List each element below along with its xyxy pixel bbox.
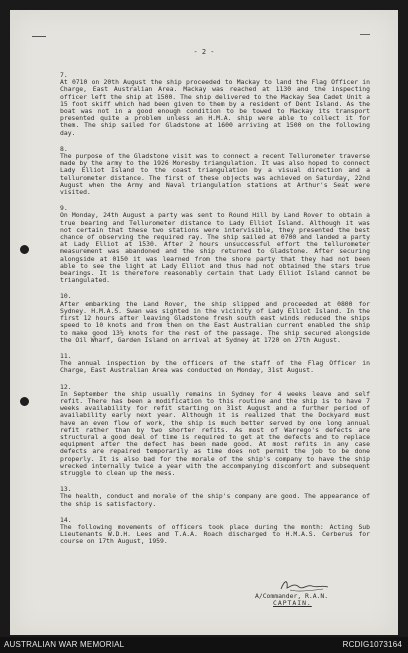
paragraph-number: 14. bbox=[60, 515, 72, 524]
paragraph-number: 7. bbox=[60, 71, 68, 79]
footer-record-id: RCDIG1073164 bbox=[342, 640, 402, 649]
paragraph-text: On Monday, 24th August a party was sent to Round Hill by Land Rover to obtain a true bearing and Tellurometer distance to Lady Elliot Island. Although it was not certain that these two stations were intervisible, they presented the best chance of observing the required ray. The ship sailed at 0700 and landed a party at Lady Elliot at 1530. After 2 hours unsuccessful effort the tellurometer measurement was abandoned and the ship returned to Gladstone. After securing alongside at 0150 it was learned from the shore party that they had not been able to see the light at Lady Elliot and thus had not obtained the stars true bearings. It is therefore reasonably certain that Lady Elliot Island cannot be triangulated. bbox=[60, 211, 370, 285]
signature-rank: A/Commander, R.A.N. bbox=[255, 592, 329, 600]
handwritten-signature bbox=[279, 577, 331, 593]
paragraph-text: At 0710 on 20th August the ship proceeded to Mackay to land the Flag Officer in Charge, East Australian Area. Mackay was reached at 1130 and the inspecting officer left the ship at 1500. The ship delivered to the Mackay Sea Cadet Unit a 15 foot skiff which had been given to them by a resident of Dent Island. As the boat was not in a good enough condition to be towed to Mackay its transport presented quite a problem unless an H.M.A. ship were able to collect it for them. The ship sailed for Gladstone at 1600 arriving at 1500 on the following day. bbox=[60, 78, 370, 137]
margin-tick-mark bbox=[360, 34, 370, 35]
page-number: - 2 - bbox=[193, 48, 215, 56]
paragraph-text: The health, conduct and morale of the ship's company are good. The appearance of the ship is satisfactory. bbox=[60, 492, 370, 508]
paragraph-text: In September the ship usually remains in Sydney for 4 weeks leave and self refit. There has been a modification to this routine and the ship is to have 7 weeks availability for refit starting on 31st August and a further period of availability early next year. Although it is realized that the Dockyard must have an even flow of work, the ship is much better served by one long annual refit rather than by two shorter refits. As most of Warrego's defects are structural a good deal of time is required to get at the defects and to replace equipment after the defect has been made good. At most refits in any case defects are repaired temporarily as time does not permit the job to be done properly. It is also bad for the morale of the ship's company to have the ship wrecked internally twice a year with the accompanying discomfort and subsequent struggle to clean up the mess. bbox=[60, 389, 370, 477]
paragraph bbox=[60, 293, 370, 343]
paragraph bbox=[60, 486, 370, 508]
margin-tick-mark bbox=[32, 36, 46, 37]
paragraph-text: After embarking the Land Rover, the ship slipped and proceeded at 0800 for Sydney. H.M.A.S. Swan was sighted in the vicinity of Lady Elliot Island. In the first 12 hours after leaving Gladstone fresh south east winds reduced the ships speed to 10 knots and from then on the East Australian current enabled the ship to make good 13½ knots for the rest of the passage. The ship secured alongside the Oil Wharf, Garden Island on arrival at Sydney at 1720 on 27th August. bbox=[60, 299, 370, 344]
footer-source: AUSTRALIAN WAR MEMORIAL bbox=[4, 640, 125, 649]
paragraph bbox=[60, 353, 370, 375]
paragraph-text: The following movements of officers took place during the month: Acting Sub Lieutenants W.D.H. Lees and T.A.A. Roach discharged to H.M.A.S. Cerberus for course on 17th August, 1959. bbox=[60, 522, 370, 546]
signature-title: CAPTAIN. bbox=[273, 599, 312, 608]
punch-hole bbox=[20, 245, 29, 254]
paragraph-text: The annual inspection by the officers of the staff of the Flag Officer in Charge, East Australian Area was conducted on Monday, 31st August. bbox=[60, 359, 370, 375]
paragraph-number: 9. bbox=[60, 204, 68, 213]
letter-body bbox=[60, 72, 370, 555]
paragraph bbox=[60, 72, 370, 137]
paragraph-text: The purpose of the Gladstone visit was to connect a recent Tellurometer traverse made by the army to the 1926 Moresby triangulation. It was also hoped to connect Lady Elliot Island to the coast triangulation by a visual direction and a tellurometer distance. The first of these objects was achieved on Saturday, 22nd August when the Army and Naval triangulation stations at Arthur's Seat were visited. bbox=[60, 152, 370, 197]
paragraph bbox=[60, 146, 370, 196]
punch-hole bbox=[20, 397, 29, 406]
document-page bbox=[10, 10, 398, 635]
paragraph bbox=[60, 384, 370, 478]
paragraph-number: 12. bbox=[60, 382, 72, 391]
paragraph-number: 13. bbox=[60, 485, 72, 494]
paragraph-number: 10. bbox=[60, 292, 72, 301]
paragraph-number: 8. bbox=[60, 144, 68, 153]
archive-footer bbox=[0, 637, 408, 653]
signature-block bbox=[255, 593, 375, 608]
paragraph bbox=[60, 205, 370, 284]
paragraph bbox=[60, 517, 370, 546]
paragraph-number: 11. bbox=[60, 351, 72, 360]
